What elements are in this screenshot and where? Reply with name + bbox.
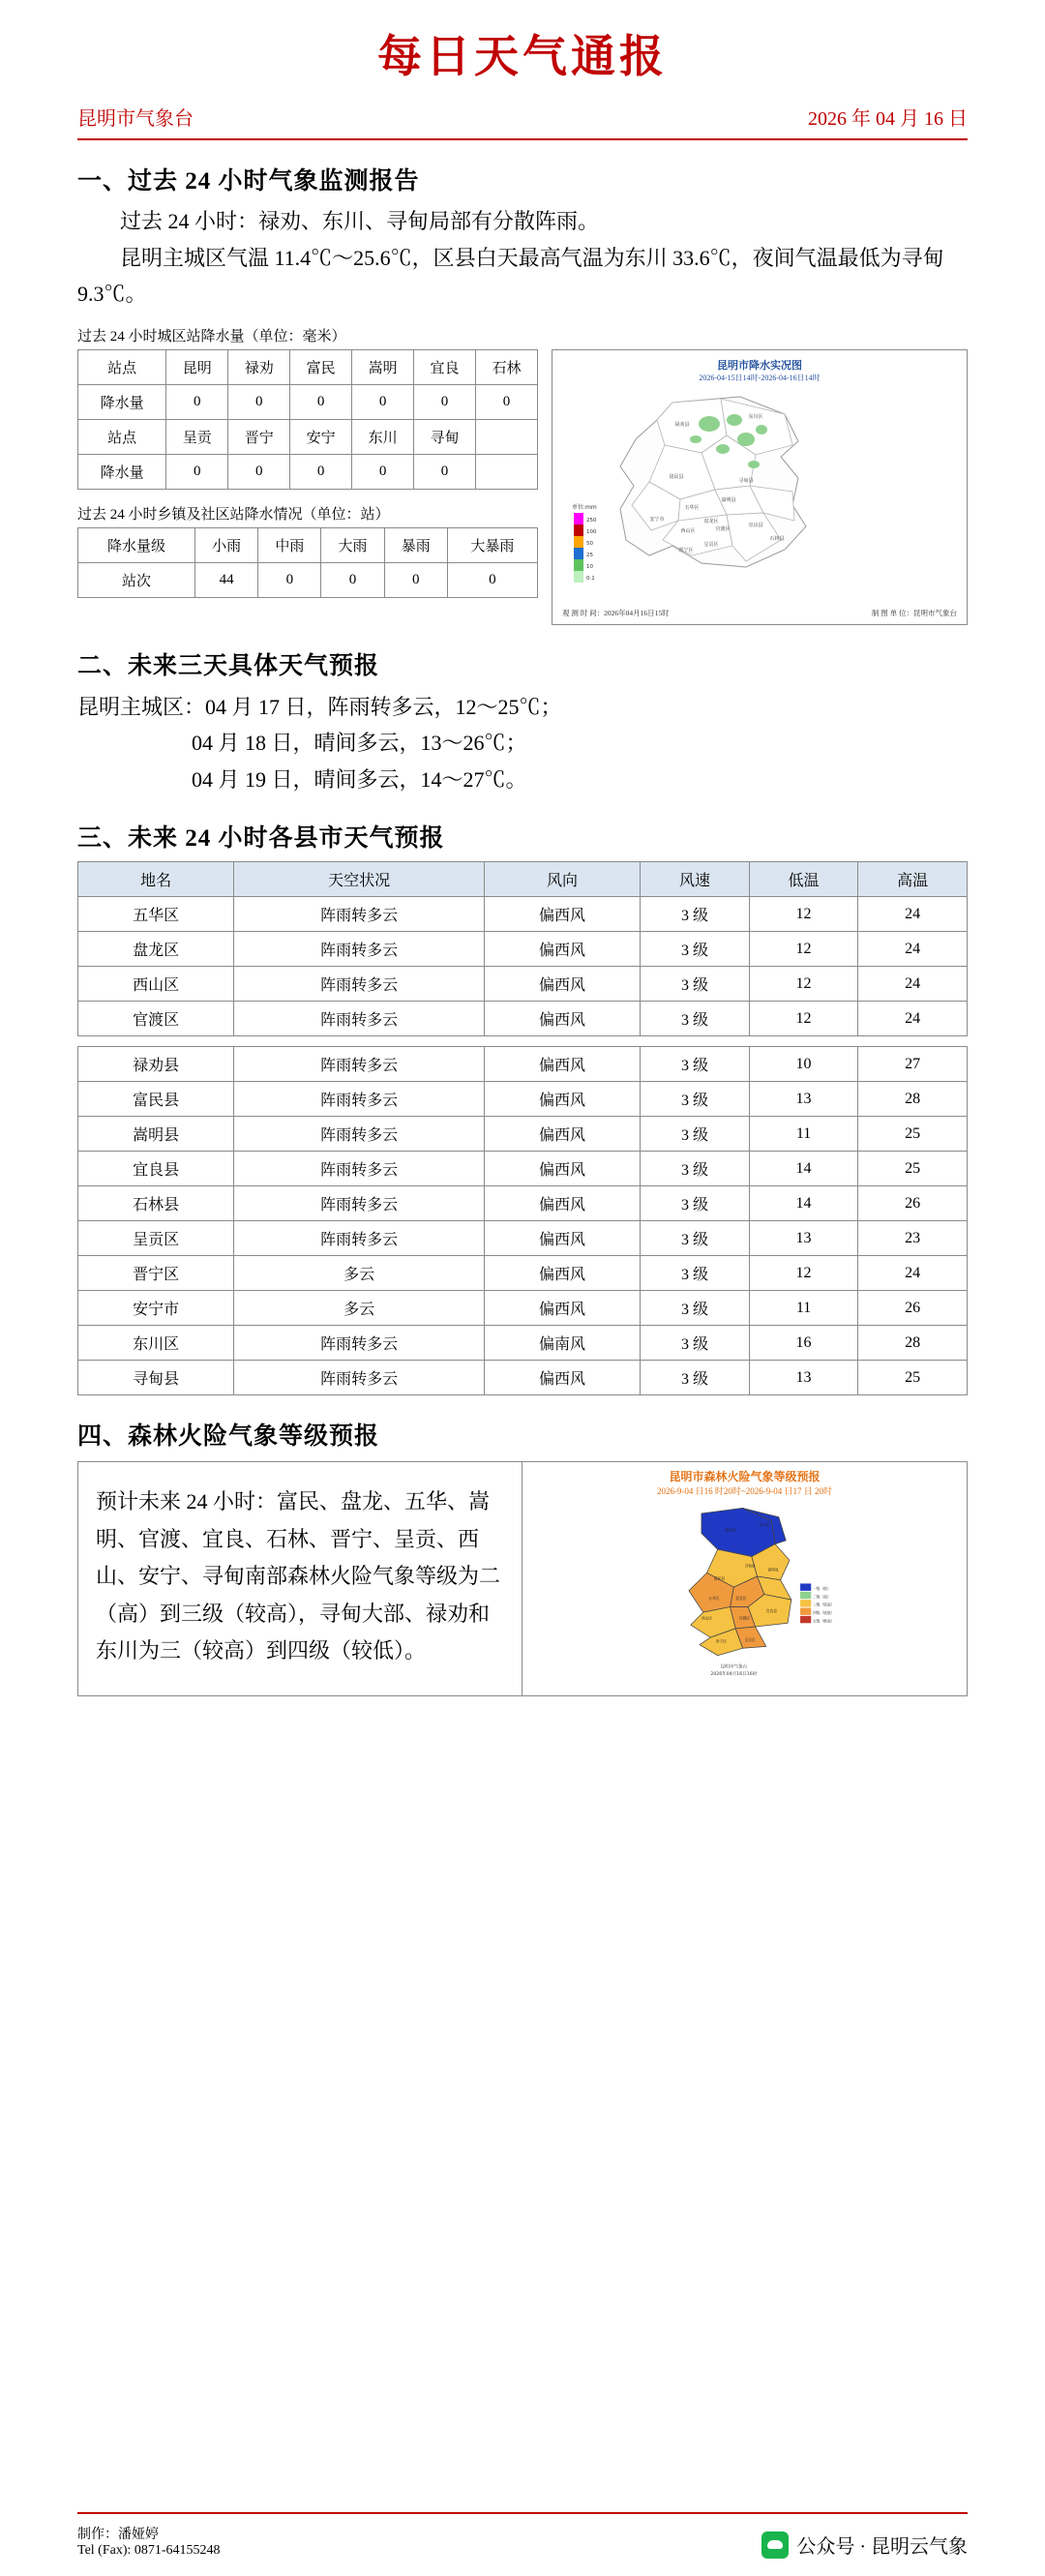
table-row — [78, 932, 968, 967]
issue-date: 2026 年 04 月 16 日 — [808, 108, 968, 130]
cell: 阵雨转多云 — [234, 1326, 485, 1361]
footer-account: 公众号 · 昆明云气象 — [796, 2536, 968, 2558]
cell: 西山区 — [78, 967, 234, 1002]
cell: 3 级 — [641, 897, 750, 932]
cell: 11 — [749, 1291, 858, 1326]
cell: 阵雨转多云 — [234, 1047, 485, 1082]
cell: 3 级 — [641, 967, 750, 1002]
cell: 偏西风 — [484, 1152, 640, 1186]
rainfall-map-canvas — [556, 385, 963, 608]
cell: 安宁市 — [78, 1291, 234, 1326]
cell: 13 — [749, 1221, 858, 1256]
cell: 26 — [858, 1186, 968, 1221]
cell: 0 — [166, 454, 228, 489]
cell: 0 — [414, 384, 476, 419]
svg-text:官渡区: 官渡区 — [738, 1616, 751, 1621]
svg-text:寻甸县: 寻甸县 — [744, 1564, 756, 1569]
table-row — [78, 1002, 968, 1036]
svg-text:100: 100 — [586, 528, 597, 535]
cell: 偏西风 — [484, 967, 640, 1002]
cell — [476, 419, 538, 454]
svg-text:50: 50 — [586, 540, 593, 547]
cell: 降水量 — [78, 454, 166, 489]
observe-time: 观 测 时 间：2026年04月16日15时 — [562, 608, 670, 617]
cell: 0 — [352, 454, 414, 489]
cell: 3 级 — [641, 1047, 750, 1082]
table-row — [78, 1152, 968, 1186]
cell: 阵雨转多云 — [234, 1186, 485, 1221]
cell: 13 — [749, 1082, 858, 1117]
cell: 寻甸 — [414, 419, 476, 454]
svg-text:单位:mm: 单位:mm — [572, 503, 597, 511]
cell: 阵雨转多云 — [234, 1221, 485, 1256]
cell: 3 级 — [641, 1256, 750, 1291]
svg-text:盘龙区: 盘龙区 — [703, 518, 719, 524]
footer-right — [761, 2531, 968, 2559]
cell: 3 级 — [641, 1117, 750, 1152]
svg-text:晋宁区: 晋宁区 — [715, 1639, 727, 1644]
cell: 0 — [321, 562, 384, 597]
cell: 石林 — [476, 349, 538, 384]
cell: 富民县 — [78, 1082, 234, 1117]
cell: 12 — [749, 1002, 858, 1036]
fire-map-foot-1: 昆明市气象台 — [720, 1664, 748, 1670]
table-row — [78, 562, 538, 597]
cell: 偏西风 — [484, 897, 640, 932]
svg-text:三级（较高）: 三级（较高） — [813, 1603, 835, 1607]
monitor-row — [77, 349, 968, 625]
table-row — [78, 897, 968, 932]
svg-text:呈贡区: 呈贡区 — [703, 541, 719, 548]
svg-text:富民县: 富民县 — [713, 1576, 726, 1581]
section-2-heading: 二、未来三天具体天气预报 — [77, 652, 380, 679]
cell: 偏西风 — [484, 1221, 640, 1256]
cell: 25 — [858, 1361, 968, 1395]
cell: 偏南风 — [484, 1326, 640, 1361]
cell: 23 — [858, 1221, 968, 1256]
cell: 12 — [749, 932, 858, 967]
cell: 阵雨转多云 — [234, 932, 485, 967]
cell: 27 — [858, 1047, 968, 1082]
fire-risk-figure — [522, 1462, 967, 1695]
cell: 24 — [858, 967, 968, 1002]
cell: 偏西风 — [484, 1002, 640, 1036]
svg-text:富民县: 富民县 — [669, 473, 684, 480]
table-row — [78, 1256, 968, 1291]
cell: 降水量 — [78, 384, 166, 419]
forecast-day-2: 04 月 18 日，晴间多云，13～26℃； — [192, 731, 527, 756]
fire-map-foot-2: 2026年04月16日16时 — [710, 1672, 758, 1678]
cell: 0 — [384, 562, 447, 597]
cell: 3 级 — [641, 1186, 750, 1221]
cell: 多云 — [234, 1256, 485, 1291]
svg-text:禄劝县: 禄劝县 — [725, 1528, 736, 1533]
svg-text:宜良县: 宜良县 — [748, 522, 763, 528]
forecast-line-1 — [77, 689, 968, 725]
column-header: 风速 — [641, 862, 750, 897]
column-header: 天空状况 — [234, 862, 485, 897]
cell: 富民 — [290, 349, 352, 384]
table-row — [78, 384, 538, 419]
wechat-icon — [761, 2531, 789, 2559]
cell: 24 — [858, 897, 968, 932]
rainfall-map-footnote — [556, 608, 963, 620]
table-2-caption: 过去 24 小时乡镇及社区站降水情况（单位：站） — [77, 506, 390, 523]
cell: 呈贡 — [166, 419, 228, 454]
station-rain-table — [77, 527, 538, 598]
document-content — [77, 162, 968, 1696]
cell: 偏西风 — [484, 1186, 640, 1221]
table-1-caption: 过去 24 小时城区站降水量（单位：毫米） — [77, 328, 346, 344]
svg-text:五华区: 五华区 — [708, 1597, 720, 1602]
cell: 偏西风 — [484, 932, 640, 967]
svg-text:一级（低）: 一级（低） — [813, 1586, 831, 1591]
rainfall-map-svg — [556, 385, 963, 608]
fire-map-subtitle: 2026-9-04 日16 时20时~2026-9-04 日17 日 20时 — [656, 1486, 833, 1497]
cell — [476, 454, 538, 489]
rainfall-map-title: 昆明市降水实况图 — [717, 359, 802, 372]
table-row — [78, 1326, 968, 1361]
svg-text:东川区: 东川区 — [748, 413, 763, 420]
cell: 25 — [858, 1117, 968, 1152]
cell: 东川 — [352, 419, 414, 454]
city-rain-table — [77, 349, 538, 490]
cell: 28 — [858, 1326, 968, 1361]
left-tables — [77, 349, 538, 598]
table-header-row — [78, 862, 968, 897]
svg-text:西山区: 西山区 — [680, 527, 696, 534]
plot-unit: 制 图 单 位：昆明市气象台 — [871, 608, 957, 617]
cell: 3 级 — [641, 1002, 750, 1036]
svg-text:二级（高）: 二级（高） — [813, 1595, 831, 1600]
svg-text:东川区: 东川区 — [759, 1523, 770, 1528]
svg-text:0.1: 0.1 — [586, 575, 595, 582]
fire-risk-block — [77, 1461, 968, 1696]
cell: 0 — [414, 454, 476, 489]
cell: 暴雨 — [384, 527, 447, 562]
cell: 0 — [228, 384, 290, 419]
footer-author: 制作：潘娅婷 — [77, 2528, 159, 2542]
table-row — [78, 1117, 968, 1152]
cell: 晋宁 — [228, 419, 290, 454]
cell: 石林县 — [78, 1186, 234, 1221]
svg-text:10: 10 — [586, 563, 593, 570]
cell: 10 — [749, 1047, 858, 1082]
footer-left — [77, 2524, 221, 2559]
table-row — [78, 349, 538, 384]
svg-text:呈贡区: 呈贡区 — [744, 1637, 756, 1642]
column-header: 地名 — [78, 862, 234, 897]
fire-map-title: 昆明市森林火险气象等级预报 — [669, 1470, 821, 1484]
table-row — [78, 527, 538, 562]
cell: 寻甸县 — [78, 1361, 234, 1395]
cell: 24 — [858, 1002, 968, 1036]
cell: 宜良 — [414, 349, 476, 384]
cell: 站点 — [78, 419, 166, 454]
forecast-day-1: 04 月 17 日，阵雨转多云，12～25℃； — [205, 694, 562, 719]
svg-text:安宁市: 安宁市 — [649, 516, 665, 523]
svg-text:250: 250 — [586, 517, 597, 524]
cell: 3 级 — [641, 1221, 750, 1256]
table-row — [78, 1361, 968, 1395]
footer-tel: Tel (Fax): 0871-64155248 — [77, 2543, 221, 2558]
cell: 禄劝县 — [78, 1047, 234, 1082]
rainfall-map-figure — [552, 349, 968, 625]
rainfall-map-subtitle: 2026-04-15日14时-2026-04-16日14时 — [699, 373, 821, 382]
svg-text:晋宁区: 晋宁区 — [678, 547, 694, 554]
cell: 阵雨转多云 — [234, 1117, 485, 1152]
table-row — [78, 1047, 968, 1082]
three-day-forecast — [77, 689, 968, 797]
cell: 12 — [749, 967, 858, 1002]
cell: 安宁 — [290, 419, 352, 454]
cell: 14 — [749, 1186, 858, 1221]
cell: 禄劝 — [228, 349, 290, 384]
cell: 14 — [749, 1152, 858, 1186]
cell: 晋宁区 — [78, 1256, 234, 1291]
cell: 44 — [195, 562, 258, 597]
cell: 小雨 — [195, 527, 258, 562]
cell: 嵩明县 — [78, 1117, 234, 1152]
page-footer — [77, 2512, 968, 2576]
cell: 阵雨转多云 — [234, 1002, 485, 1036]
cell: 阵雨转多云 — [234, 1152, 485, 1186]
column-header: 低温 — [749, 862, 858, 897]
table-row — [78, 1082, 968, 1117]
cell: 0 — [228, 454, 290, 489]
cell: 3 级 — [641, 1082, 750, 1117]
section-1-paragraph-1: 过去 24 小时：禄劝、东川、寻甸局部有分散阵雨。 — [120, 209, 600, 233]
cell: 3 级 — [641, 1291, 750, 1326]
cell: 阵雨转多云 — [234, 967, 485, 1002]
main-city-label: 昆明主城区： — [77, 694, 206, 719]
cell: 偏西风 — [484, 1117, 640, 1152]
cell: 0 — [352, 384, 414, 419]
cell: 偏西风 — [484, 1256, 640, 1291]
cell: 12 — [749, 1256, 858, 1291]
column-header: 风向 — [484, 862, 640, 897]
cell: 多云 — [234, 1291, 485, 1326]
cell: 0 — [290, 454, 352, 489]
section-1-paragraph-2: 昆明主城区气温 11.4℃～25.6℃，区县白天最高气温为东川 33.6℃，夜间气温最低为寻甸 9.3℃。 — [77, 246, 944, 306]
issuer-label: 昆明市气象台 — [77, 108, 194, 130]
cell: 中雨 — [258, 527, 321, 562]
header-bar — [77, 103, 968, 140]
spacer — [78, 1036, 968, 1047]
cell: 呈贡区 — [78, 1221, 234, 1256]
table-spacer-row — [78, 1036, 968, 1047]
cell: 24 — [858, 932, 968, 967]
svg-text:嵩明县: 嵩明县 — [767, 1568, 779, 1573]
cell: 3 级 — [641, 1152, 750, 1186]
cell: 官渡区 — [78, 1002, 234, 1036]
cell: 24 — [858, 1256, 968, 1291]
cell: 昆明 — [166, 349, 228, 384]
cell: 阵雨转多云 — [234, 1361, 485, 1395]
cell: 偏西风 — [484, 1082, 640, 1117]
svg-text:25: 25 — [586, 552, 593, 558]
cell: 盘龙区 — [78, 932, 234, 967]
cell: 偏西风 — [484, 1361, 640, 1395]
cell: 26 — [858, 1291, 968, 1326]
svg-text:宜良县: 宜良县 — [765, 1609, 777, 1614]
svg-text:禄劝县: 禄劝县 — [674, 421, 690, 428]
table-row — [78, 419, 538, 454]
section-1-heading: 一、过去 24 小时气象监测报告 — [77, 168, 420, 195]
cell: 0 — [258, 562, 321, 597]
column-header: 高温 — [858, 862, 968, 897]
cell: 28 — [858, 1082, 968, 1117]
svg-text:石林县: 石林县 — [769, 535, 785, 542]
cell: 站次 — [78, 562, 195, 597]
section-4-heading: 四、森林火险气象等级预报 — [77, 1423, 380, 1451]
county-forecast-table — [77, 861, 968, 1395]
cell: 0 — [166, 384, 228, 419]
table-row — [78, 1186, 968, 1221]
cell: 12 — [749, 897, 858, 932]
cell: 嵩明 — [352, 349, 414, 384]
table-row — [78, 1221, 968, 1256]
fire-risk-text: 预计未来 24 小时：富民、盘龙、五华、嵩明、官渡、宜良、石林、晋宁、呈贡、西山、安宁、寻甸南部森林火险气象等级为二（高）到三级（较高），寻甸大部、禄劝和东川为三（较高）到四级（较低）。 — [78, 1462, 522, 1695]
svg-text:五级（极高）: 五级（极高） — [813, 1619, 835, 1624]
cell: 0 — [447, 562, 537, 597]
svg-text:官渡区: 官渡区 — [715, 525, 731, 532]
fire-map-svg — [528, 1501, 961, 1690]
cell: 13 — [749, 1361, 858, 1395]
cell: 大雨 — [321, 527, 384, 562]
cell: 偏西风 — [484, 1047, 640, 1082]
svg-text:盘龙区: 盘龙区 — [735, 1597, 747, 1602]
cell: 3 级 — [641, 1361, 750, 1395]
svg-text:五华区: 五华区 — [684, 504, 700, 511]
table-row — [78, 967, 968, 1002]
page-title: 每日天气通报 — [377, 32, 668, 81]
cell: 站点 — [78, 349, 166, 384]
cell: 东川区 — [78, 1326, 234, 1361]
svg-text:西山区: 西山区 — [701, 1616, 713, 1621]
cell: 偏西风 — [484, 1291, 640, 1326]
section-3-heading: 三、未来 24 小时各县市天气预报 — [77, 825, 445, 853]
cell: 降水量级 — [78, 527, 195, 562]
cell: 0 — [476, 384, 538, 419]
cell: 五华区 — [78, 897, 234, 932]
svg-text:嵩明县: 嵩明县 — [721, 496, 736, 503]
forecast-day-3: 04 月 19 日，晴间多云，14～27℃。 — [192, 766, 527, 792]
svg-text:寻甸县: 寻甸县 — [738, 477, 754, 484]
cell: 阵雨转多云 — [234, 897, 485, 932]
svg-text:四级（较低）: 四级（较低） — [813, 1611, 835, 1616]
cell: 3 级 — [641, 932, 750, 967]
table-row — [78, 1291, 968, 1326]
cell: 宜良县 — [78, 1152, 234, 1186]
cell: 3 级 — [641, 1326, 750, 1361]
cell: 25 — [858, 1152, 968, 1186]
cell: 11 — [749, 1117, 858, 1152]
cell: 16 — [749, 1326, 858, 1361]
cell: 阵雨转多云 — [234, 1082, 485, 1117]
cell: 大暴雨 — [447, 527, 537, 562]
cell: 0 — [290, 384, 352, 419]
table-row — [78, 454, 538, 489]
